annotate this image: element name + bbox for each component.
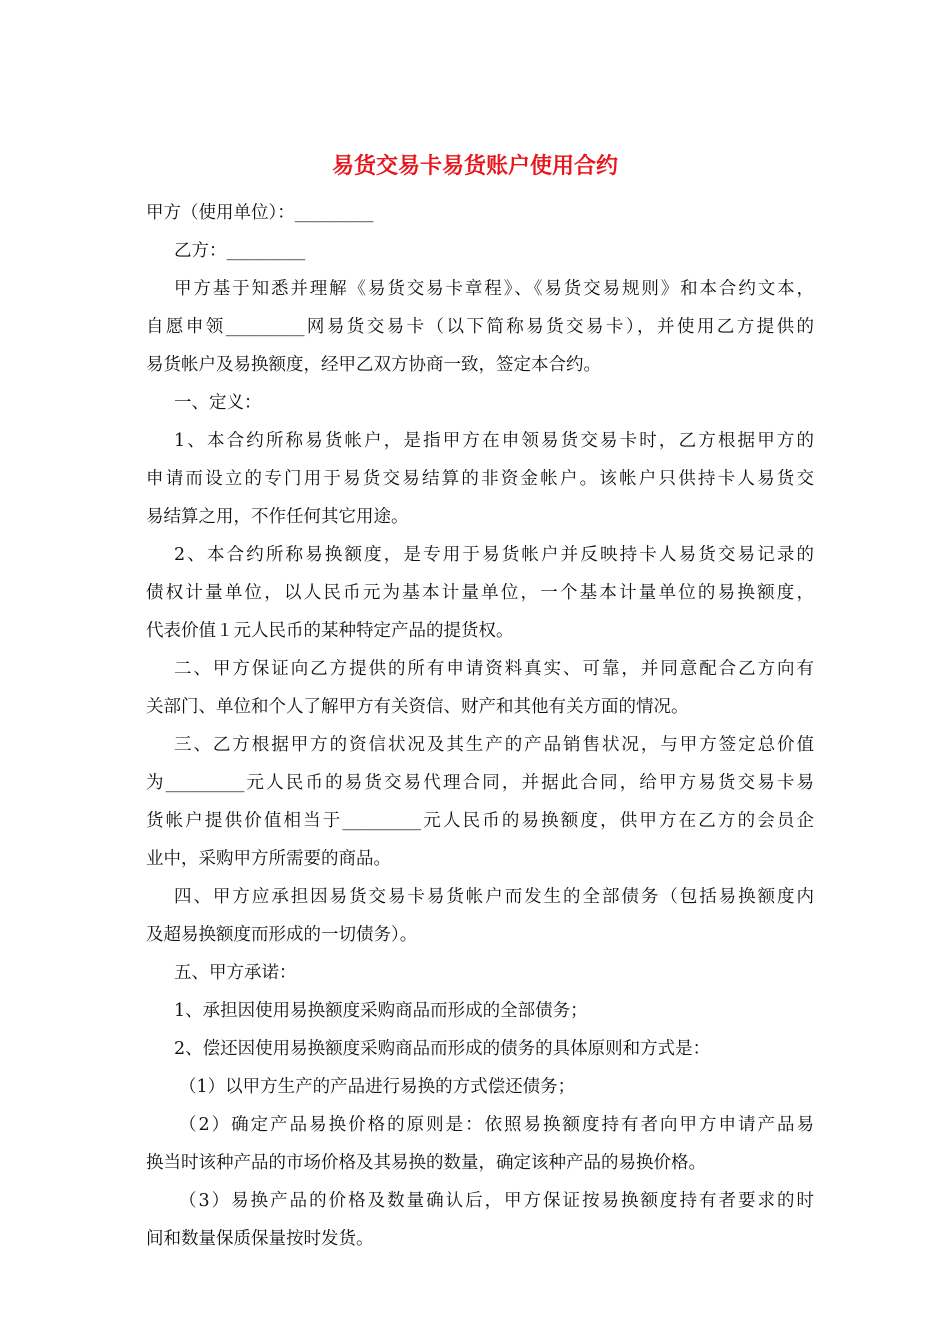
paragraph-line: 间和数量保质保量按时发货。 [146, 1229, 374, 1249]
paragraph-line: 为_________元人民币的易货交易代理合同，并据此合同，给甲方易货交易卡易 [146, 773, 814, 793]
paragraph-line: 申请而设立的专门用于易货交易结算的非资金帐户。该帐户只供持卡人易货交 [146, 469, 814, 489]
paragraph-line: 易结算之用，不作任何其它用途。 [146, 507, 409, 527]
paragraph-line: 代表价值１元人民币的某种特定产品的提货权。 [146, 621, 514, 641]
paragraph-line: 1、本合约所称易货帐户，是指甲方在申领易货交易卡时，乙方根据甲方的 [174, 431, 814, 451]
paragraph-line: 1、承担因使用易换额度采购商品而形成的全部债务； [174, 1001, 588, 1021]
party-b-line: 乙方：_________ [174, 241, 306, 261]
paragraph-line: 及超易换额度而形成的一切债务）。 [146, 925, 418, 945]
document-title: 易货交易卡易货账户使用合约 [331, 154, 618, 179]
paragraph-line: （2）确定产品易换价格的原则是：依照易换额度持有者向甲方申请产品易 [179, 1115, 814, 1135]
paragraph-line: 2、本合约所称易换额度，是专用于易货帐户并反映持卡人易货交易记录的 [174, 545, 814, 565]
contract-body [146, 194, 814, 1258]
paragraph-line: 三、乙方根据甲方的资信状况及其生产的产品销售状况，与甲方签定总价值 [174, 735, 814, 755]
paragraph-line: 货帐户提供价值相当于_________元人民币的易换额度，供甲方在乙方的会员企 [146, 811, 814, 831]
paragraph-line: 自愿申领_________网易货交易卡（以下简称易货交易卡），并使用乙方提供的 [146, 317, 814, 337]
paragraph-line: 2、偿还因使用易换额度采购商品而形成的债务的具体原则和方式是： [174, 1039, 711, 1059]
paragraph-line: （3）易换产品的价格及数量确认后，甲方保证按易换额度持有者要求的时 [179, 1191, 814, 1211]
paragraph-line: 业中，采购甲方所需要的商品。 [146, 849, 391, 869]
paragraph-line: 四、甲方应承担因易货交易卡易货帐户而发生的全部债务（包括易换额度内 [174, 887, 814, 907]
party-a-line: 甲方（使用单位）：_________ [146, 203, 374, 223]
paragraph-line: （1）以甲方生产的产品进行易换的方式偿还债务； [179, 1077, 576, 1097]
paragraph-line: 易货帐户及易换额度，经甲乙双方协商一致，签定本合约。 [146, 355, 601, 375]
paragraph-line: 甲方基于知悉并理解《易货交易卡章程》、《易货交易规则》和本合约文本， [174, 279, 814, 299]
paragraph-line: 二、甲方保证向乙方提供的所有申请资料真实、可靠，并同意配合乙方向有 [174, 659, 814, 679]
paragraph-line: 关部门、单位和个人了解甲方有关资信、财产和其他有关方面的情况。 [146, 697, 689, 717]
paragraph-line: 换当时该种产品的市场价格及其易换的数量，确定该种产品的易换价格。 [146, 1153, 706, 1173]
section-heading: 五、甲方承诺： [174, 963, 297, 983]
section-heading: 一、定义： [174, 393, 262, 413]
paragraph-line: 债权计量单位，以人民币元为基本计量单位，一个基本计量单位的易换额度， [146, 583, 814, 603]
